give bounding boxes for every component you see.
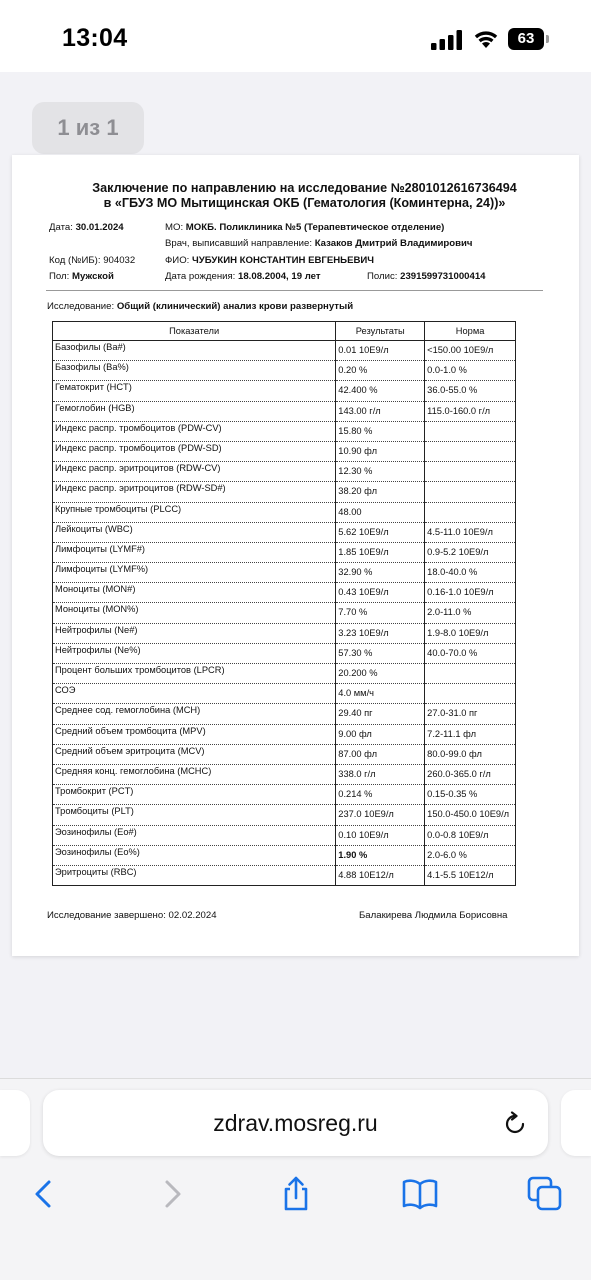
sex-value: Мужской	[71, 271, 114, 282]
mo-label: МО:	[165, 222, 184, 233]
result-value: 9.00 фл	[336, 724, 425, 744]
indicator-name: Индекс распр. эритроцитов (RDW-SD#)	[53, 482, 336, 502]
norm-value: 0.16-1.0 10E9/л	[425, 583, 516, 603]
indicator-name: Нейтрофилы (Ne%)	[53, 643, 336, 663]
code-field	[49, 255, 135, 266]
tabs-icon[interactable]	[527, 1176, 563, 1212]
norm-value: 4.1-5.5 10E12/л	[425, 865, 516, 885]
indicator-name: Эозинофилы (Eo%)	[53, 845, 336, 865]
doctor-label: Врач, выписавший направление:	[165, 238, 313, 249]
indicator-name: Индекс распр. эритроцитов (RDW-CV)	[53, 462, 336, 482]
result-value: 3.23 10E9/л	[336, 623, 425, 643]
study-label: Исследование:	[47, 301, 115, 312]
indicator-name: Крупные тромбоциты (PLCC)	[53, 502, 336, 522]
code-label: Код (№ИБ):	[49, 255, 101, 266]
table-row	[53, 361, 516, 381]
table-row	[53, 724, 516, 744]
result-value: 15.80 %	[336, 421, 425, 441]
table-row	[53, 825, 516, 845]
norm-value: 0.9-5.2 10E9/л	[425, 542, 516, 562]
pdf-page	[12, 155, 579, 956]
norm-value: 7.2-11.1 фл	[425, 724, 516, 744]
indicator-name: Базофилы (Ba%)	[53, 361, 336, 381]
result-value: 20.200 %	[336, 664, 425, 684]
bookmarks-icon[interactable]	[402, 1176, 438, 1212]
completion-info	[47, 910, 217, 921]
results-body	[53, 341, 516, 886]
indicator-name: Индекс распр. тромбоцитов (PDW-CV)	[53, 421, 336, 441]
result-value: 0.01 10E9/л	[336, 341, 425, 361]
norm-value	[425, 482, 516, 502]
norm-value: <150.00 10E9/л	[425, 341, 516, 361]
table-row	[53, 764, 516, 784]
fio-field	[165, 255, 374, 266]
indicator-name: Среднее сод. гемоглобина (MCH)	[53, 704, 336, 724]
table-row	[53, 865, 516, 885]
result-value: 1.85 10E9/л	[336, 542, 425, 562]
policy-field	[367, 271, 486, 282]
result-value: 5.62 10E9/л	[336, 522, 425, 542]
header-indicators: Показатели	[53, 322, 336, 341]
fio-label: ФИО:	[165, 255, 190, 266]
result-value: 4.0 мм/ч	[336, 684, 425, 704]
table-header-row	[53, 322, 516, 341]
norm-value	[425, 441, 516, 461]
indicator-name: Нейтрофилы (Ne#)	[53, 623, 336, 643]
table-row	[53, 502, 516, 522]
battery-level: 63	[508, 28, 544, 50]
indicator-name: СОЭ	[53, 684, 336, 704]
result-value: 38.20 фл	[336, 482, 425, 502]
date-field	[49, 222, 124, 233]
document-title	[12, 181, 579, 211]
mo-field	[165, 222, 444, 233]
norm-value: 27.0-31.0 пг	[425, 704, 516, 724]
norm-value	[425, 502, 516, 522]
table-row	[53, 522, 516, 542]
norm-value	[425, 462, 516, 482]
norm-value: 2.0-11.0 %	[425, 603, 516, 623]
policy-label: Полис:	[367, 271, 398, 282]
result-value: 32.90 %	[336, 563, 425, 583]
indicator-name: Моноциты (MON%)	[53, 603, 336, 623]
back-icon[interactable]	[26, 1176, 62, 1212]
table-row	[53, 542, 516, 562]
table-row	[53, 381, 516, 401]
result-value: 338.0 г/л	[336, 764, 425, 784]
result-value: 42.400 %	[336, 381, 425, 401]
table-row	[53, 623, 516, 643]
wifi-icon	[472, 28, 500, 50]
norm-value: 1.9-8.0 10E9/л	[425, 623, 516, 643]
url-text[interactable]: zdrav.mosreg.ru	[213, 1110, 378, 1136]
result-value: 0.43 10E9/л	[336, 583, 425, 603]
result-value: 0.214 %	[336, 785, 425, 805]
cellular-signal-icon	[430, 30, 464, 50]
norm-value: 2.0-6.0 %	[425, 845, 516, 865]
indicator-name: Гематокрит (HCT)	[53, 381, 336, 401]
table-row	[53, 563, 516, 583]
table-row	[53, 845, 516, 865]
status-bar	[0, 0, 591, 72]
document-title-line2: в «ГБУЗ МО Мытищинская ОКБ (Гематология (Коминтерна, 24))»	[103, 196, 506, 210]
date-label: Дата:	[49, 222, 73, 233]
table-row	[53, 441, 516, 461]
table-row	[53, 805, 516, 825]
birth-field	[165, 271, 321, 282]
address-bar[interactable]	[43, 1090, 548, 1156]
indicator-name: Индекс распр. тромбоцитов (PDW-SD)	[53, 441, 336, 461]
norm-value: 115.0-160.0 г/л	[425, 401, 516, 421]
result-value: 87.00 фл	[336, 744, 425, 764]
doctor-value: Казаков Дмитрий Владимирович	[314, 238, 473, 249]
battery-icon	[508, 28, 550, 50]
sex-field	[49, 271, 114, 282]
result-value: 10.90 фл	[336, 441, 425, 461]
result-value: 4.88 10E12/л	[336, 865, 425, 885]
page-indicator: 1 из 1	[32, 102, 144, 154]
indicator-name: Тромбоциты (PLT)	[53, 805, 336, 825]
norm-value: 0.0-0.8 10E9/л	[425, 825, 516, 845]
indicator-name: Средний объем тромбоцита (MPV)	[53, 724, 336, 744]
table-row	[53, 603, 516, 623]
table-row	[53, 401, 516, 421]
indicator-name: Лимфоциты (LYMF#)	[53, 542, 336, 562]
table-row	[53, 643, 516, 663]
birth-value: 18.08.2004, 19 лет	[238, 271, 321, 282]
norm-value	[425, 421, 516, 441]
reload-icon[interactable]	[502, 1111, 528, 1137]
date-value: 30.01.2024	[75, 222, 124, 233]
next-tab-peek[interactable]	[561, 1090, 591, 1156]
result-value: 143.00 г/л	[336, 401, 425, 421]
indicator-name: Эритроциты (RBC)	[53, 865, 336, 885]
completed-label: Исследование завершено:	[47, 910, 166, 921]
result-value: 29.40 пг	[336, 704, 425, 724]
result-value: 1.90 %	[336, 845, 425, 865]
previous-tab-peek[interactable]	[0, 1090, 30, 1156]
table-row	[53, 704, 516, 724]
indicator-name: Тромбокрит (PCT)	[53, 785, 336, 805]
result-value: 57.30 %	[336, 643, 425, 663]
table-row	[53, 744, 516, 764]
forward-icon[interactable]	[154, 1176, 190, 1212]
study-field	[47, 301, 353, 312]
indicator-name: Лимфоциты (LYMF%)	[53, 563, 336, 583]
table-row	[53, 664, 516, 684]
birth-label: Дата рождения:	[165, 271, 236, 282]
indicator-name: Лейкоциты (WBC)	[53, 522, 336, 542]
completed-value: 02.02.2024	[168, 910, 217, 921]
study-value: Общий (клинический) анализ крови развернутый	[116, 301, 354, 312]
table-row	[53, 482, 516, 502]
battery-tip	[546, 35, 549, 43]
indicator-name: Эозинофилы (Eo#)	[53, 825, 336, 845]
indicator-name: Моноциты (MON#)	[53, 583, 336, 603]
signer-name: Балакирева Людмила Борисовна	[359, 910, 508, 921]
code-value: 904032	[103, 255, 136, 266]
result-value: 0.10 10E9/л	[336, 825, 425, 845]
status-time: 13:04	[62, 24, 128, 52]
share-icon[interactable]	[278, 1176, 314, 1212]
norm-value: 36.0-55.0 %	[425, 381, 516, 401]
norm-value	[425, 664, 516, 684]
table-row	[53, 462, 516, 482]
indicator-name: Гемоглобин (HGB)	[53, 401, 336, 421]
result-value: 237.0 10E9/л	[336, 805, 425, 825]
norm-value: 150.0-450.0 10E9/л	[425, 805, 516, 825]
mo-value: МОКБ. Поликлиника №5 (Терапевтическое отделение)	[185, 222, 445, 233]
result-value: 0.20 %	[336, 361, 425, 381]
table-row	[53, 341, 516, 361]
indicator-name: Средний объем эритроцита (MCV)	[53, 744, 336, 764]
table-row	[53, 785, 516, 805]
document-title-line1: Заключение по направлению на исследование №2801012616736494	[92, 181, 517, 195]
policy-value: 2391599731000414	[400, 271, 486, 282]
doctor-field	[165, 238, 472, 249]
norm-value: 80.0-99.0 фл	[425, 744, 516, 764]
norm-value: 0.15-0.35 %	[425, 785, 516, 805]
table-row	[53, 583, 516, 603]
norm-value	[425, 684, 516, 704]
divider	[46, 290, 543, 291]
indicator-name: Средняя конц. гемоглобина (MCHC)	[53, 764, 336, 784]
results-table	[52, 321, 516, 886]
header-results: Результаты	[336, 322, 425, 341]
norm-value: 0.0-1.0 %	[425, 361, 516, 381]
norm-value: 260.0-365.0 г/л	[425, 764, 516, 784]
header-norm: Норма	[425, 322, 516, 341]
fio-value: ЧУБУКИН КОНСТАНТИН ЕВГЕНЬЕВИЧ	[192, 255, 375, 266]
norm-value: 18.0-40.0 %	[425, 563, 516, 583]
norm-value: 40.0-70.0 %	[425, 643, 516, 663]
table-row	[53, 684, 516, 704]
sex-label: Пол:	[49, 271, 70, 282]
table-row	[53, 421, 516, 441]
result-value: 7.70 %	[336, 603, 425, 623]
indicator-name: Процент больших тромбоцитов (LPCR)	[53, 664, 336, 684]
indicator-name: Базофилы (Ba#)	[53, 341, 336, 361]
norm-value: 4.5-11.0 10E9/л	[425, 522, 516, 542]
result-value: 48.00	[336, 502, 425, 522]
result-value: 12.30 %	[336, 462, 425, 482]
